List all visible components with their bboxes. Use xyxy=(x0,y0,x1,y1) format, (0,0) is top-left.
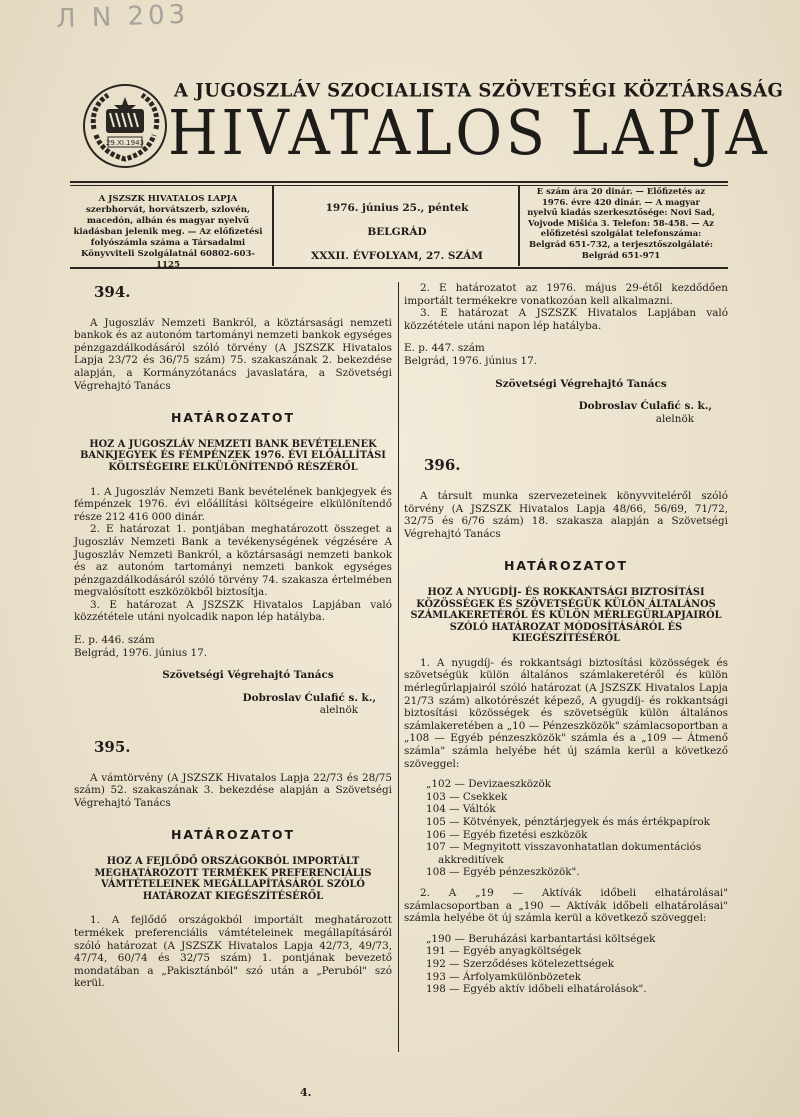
decree-number-395: 395. xyxy=(94,738,131,757)
issue-date: 1976. június 25., péntek xyxy=(325,202,469,214)
masthead-title: HIVATALOS LAPJA xyxy=(168,96,771,169)
account-list-19 xyxy=(426,933,728,996)
decree-394-point-2-cont: 2. E határozatot az 1976. május 29-étől kezdődően importált termékekre vonatkozóan kell alkalmazni. xyxy=(404,282,728,307)
list-item: 193 — Árfolyamkülönbözetek xyxy=(426,970,582,983)
left-column xyxy=(74,282,392,990)
decree-number-394: 394. xyxy=(94,283,131,301)
masthead-supertitle: A JUGOSZLÁV SZOCIALISTA SZÖVETSÉGI KÖZTÁRSASÁG xyxy=(174,79,784,102)
decree-395-subheading: HOZ A FEJLŐDŐ ORSZÁGOKBÓL IMPORTÁLT MEGHATÁROZOTT TERMÉKEK PREFERENCIÁLIS VÁMTÉTELEINEK MEGÁLLAPÍTÁSÁRÓL SZÓLÓ HATÁROZAT KIEGÉSZÍTÉSÉRŐL xyxy=(94,856,372,902)
decree-396-point-2: 2. A „19 — Aktívák időbeli elhatárolásai" számlacsoportban a „190 — Aktívák időbeli elhatárolásai" számla helyébe öt új számla kerül a következő szöveggel: xyxy=(404,886,728,925)
decree-394-subheading: HOZ A JUGOSZLÁV NEMZETI BANK BEVÉTELENEK BANKJEGYEK ÉS FÉMPÉNZEK 1976. ÉVI ELŐÁLLÍTÁSI KÖLTSÉGEIRE ELKÜLÖNÍTENDŐ RÉSZÉRŐL xyxy=(80,438,386,473)
decree-395-heading: HATÁROZATOT xyxy=(170,827,296,843)
list-item: 107 — Megnyitott visszavonhatatlan dokumentációs akkreditívek xyxy=(426,841,702,866)
list-item: 198 — Egyéb aktív időbeli elhatárolások". xyxy=(426,983,647,996)
list-item: 105 — Kötvények, pénztárjegyek és más értékpapírok xyxy=(426,816,710,828)
decree-396-intro: A társult munka szervezeteinek könyvviteléről szóló törvény (A JSZSZK Hivatalos Lapja 48/66, 56/69, 71/72, 32/75 és 6/76 szám) 18. szakasza alapján a Szövetségi Végrehajtó Tanács xyxy=(404,489,728,540)
decree-396-heading: HATÁROZATOT xyxy=(503,558,629,574)
decree-394-point-1: 1. A Jugoszláv Nemzeti Bank bevételének bankjegyek és fémpénzek 1976. évi előállítási költségeire elkülönítendő része 212 416 000 dinár. xyxy=(74,485,392,523)
decree-394-intro: A Jugoszláv Nemzeti Bankról, a köztársasági nemzeti bankok és az autonóm tartományi nemzeti bankok egységes pénzgazdálkodásáról szóló törvény (A JSZSZK Hivatalos Lapja 23/72 és 36/75 szám) 75. szakaszának 2. bekezdése alapján, a Kormányzótanács javaslatára, a Szövetségi Végrehajtó Tanács xyxy=(74,316,392,392)
list-item: „190 — Beruházási karbantartási költségek xyxy=(426,932,656,945)
decree-394-heading: HATÁROZATOT xyxy=(170,410,296,426)
list-item: 192 — Szerződéses kötelezettségek xyxy=(426,957,615,970)
handwritten-mark: Л N 203 xyxy=(55,0,190,35)
decree-394-signer-title: alelnök xyxy=(319,704,358,717)
svg-text:29.XI.1943: 29.XI.1943 xyxy=(105,139,145,147)
publication-info: A JSZSZK HIVATALOS LAPJA szerbhorvát, horvátszerb, szlovén, macedón, albán és magyar nyelvű kiadásban jelenik meg. — Az előfizetési folyószámla száma a Társadalmi Könyvviteli Szolgálatnál 60802-603-1125 xyxy=(73,194,263,270)
state-emblem-icon xyxy=(82,83,168,169)
issue-city: BELGRÁD xyxy=(367,226,427,238)
info-divider-left xyxy=(272,186,274,266)
list-item: 108 — Egyéb pénzeszközök". xyxy=(426,866,580,879)
list-item: 104 — Váltók xyxy=(426,803,496,816)
decree-395-reference: E. p. 447. szám xyxy=(404,342,485,355)
decree-395-signer: Dobroslav Ćulafić s. k., xyxy=(578,400,712,413)
account-list-10 xyxy=(426,778,728,879)
list-item: 103 — Csekkek xyxy=(426,790,508,803)
decree-394-point-3: 3. E határozat A JSZSZK Hivatalos Lapjában való közzététele utáni nyolcadik napon lép hatályba. xyxy=(74,598,392,624)
decree-394-reference: E. p. 446. szám xyxy=(74,634,155,647)
page-number: 4. xyxy=(300,1086,312,1099)
list-item: „102 — Devizaeszközök xyxy=(426,778,552,791)
decree-394-signer: Dobroslav Ćulafić s. k., xyxy=(242,691,376,704)
decree-395-date: Belgrád, 1976. június 17. xyxy=(404,354,538,367)
list-item: 106 — Egyéb fizetési eszközök xyxy=(426,828,588,841)
price-info: E szám ára 20 dinár. — Előfizetés az 1976. évre 420 dinár. — A magyar nyelvű kiadás szerkesztősége: Novi Sad, Vojvode Mišića 3. Telefon: 58-458. — Az előfizetési szolgálat telefonszáma: Belgrád 651-732, a terjesztőszolgálaté: Belgrád 651-971 xyxy=(527,186,715,260)
right-column xyxy=(404,282,728,1004)
decree-394-date: Belgrád, 1976. június 17. xyxy=(74,646,208,659)
issue-volume: XXXII. ÉVFOLYAM, 27. SZÁM xyxy=(311,250,483,262)
decree-396-subheading: HOZ A NYUGDÍJ- ÉS ROKKANTSÁGI BIZTOSÍTÁSI KÖZÖSSÉGEK ÉS SZÖVETSÉGÜK KÜLÖN ÁLTALÁNOS SZÁMLAKERETÉRŐL ÉS KÜLÖN MÉRLEGÜRLAPJAIRÓL SZÓLÓ HATÁROZAT MÓDOSÍTÁSÁRÓL ÉS KIEGÉSZÍTÉSÉRŐL xyxy=(410,586,722,645)
info-divider-right xyxy=(518,186,520,266)
decree-395-signer-title: alelnök xyxy=(655,412,694,425)
decree-395-council: Szövetségi Végrehajtó Tanács xyxy=(495,377,667,390)
list-item: 191 — Egyéb anyagköltségek xyxy=(426,945,582,958)
decree-395-point-1: 1. A fejlődő országokból importált meghatározott termékek preferenciális vámtételeinek megállapításáról szóló határozat (A JSZSZK Hivatalos Lapja 42/73, 49/73, 47/74, 60/74 és 32/75 szám) 1. pontjának bevezető mondatában a „Pakisztánból" szó után a „Peruból" szó kerül. xyxy=(74,914,392,990)
issue-info xyxy=(282,196,512,268)
decree-394-point-2: 2. E határozat 1. pontjában meghatározott összeget a Jugoszláv Nemzeti Bank a tevékenységének végzésére A Jugoszláv Nemzeti Bankról, a köztársasági nemzeti bankok és az autonóm tartományi nemzeti bankok egységes pénzgazdálkodásáról szóló törvény 74. szakasza értelmében megvalósított eszközökből biztosítja. xyxy=(74,523,392,599)
decree-number-396: 396. xyxy=(424,456,461,475)
decree-395-intro: A vámtörvény (A JSZSZK Hivatalos Lapja 22/73 és 28/75 szám) 52. szakaszának 3. bekezdése alapján a Szövetségi Végrehajtó Tanács xyxy=(74,771,392,809)
decree-396-point-1: 1. A nyugdíj- és rokkantsági biztosítási közösségek és szövetségük külön általános számlakeretéről és külön mérlegűrlapjairól szóló határozat (A JSZSZK Hivatalos Lapja 21/73 szám) alkotórészét képező, A gyugdíj- és rokkantsági biztosítási közösségek és szövetségük külön általános számlakeretében a „10 — Pénzeszközök" számlacsoportban a „108 — Egyéb pénzeszközök" számla és a „109 — Átmenő számla" számla helyébe hét új számla kerül a következő szöveggel: xyxy=(404,656,728,770)
column-divider xyxy=(398,282,399,1052)
decree-394-point-3-cont: 3. E határozat A JSZSZK Hivatalos Lapjában való közzététele utáni napon lép hatályba. xyxy=(404,307,728,332)
decree-394-council: Szövetségi Végrehajtó Tanács xyxy=(162,669,334,682)
masthead-rule-top xyxy=(70,181,728,183)
